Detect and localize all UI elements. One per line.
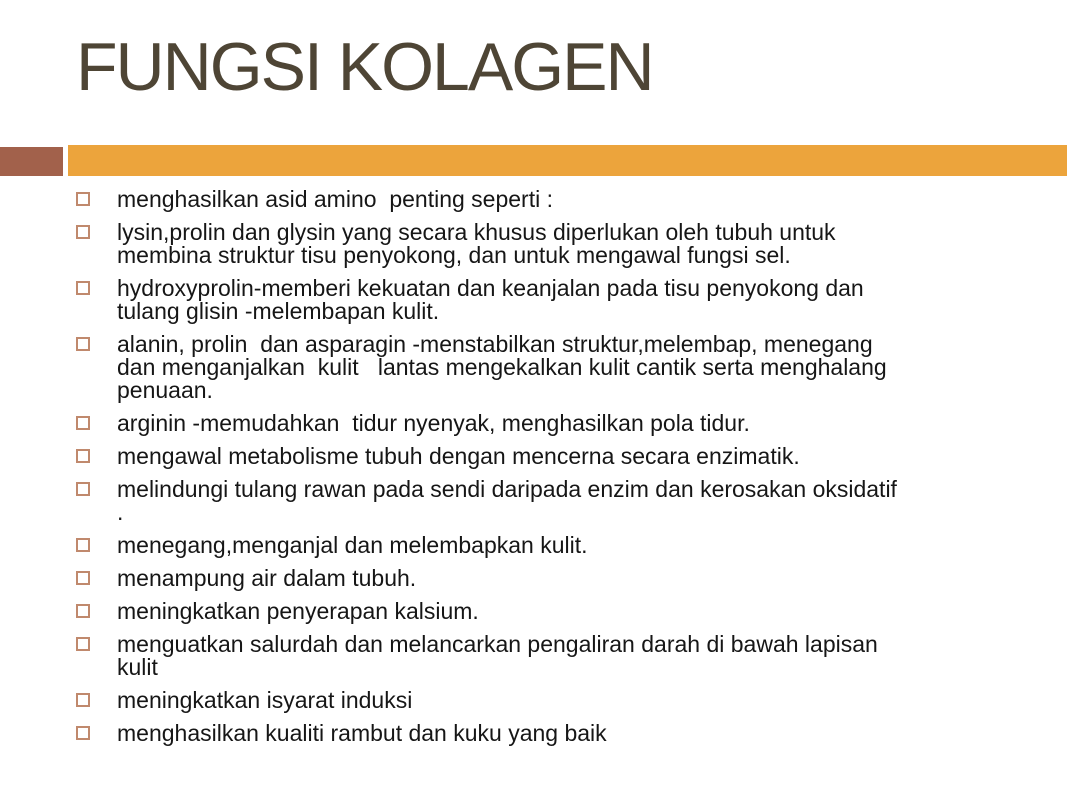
square-bullet-icon <box>76 726 90 740</box>
bullet-list <box>76 188 1026 755</box>
text-line: menghasilkan asid amino penting seperti : <box>117 186 553 212</box>
square-bullet-icon <box>76 538 90 552</box>
text-line: membina struktur tisu penyokong, dan untuk mengawal fungsi sel. <box>117 242 791 268</box>
square-bullet-icon <box>76 604 90 618</box>
text-line: meningkatkan penyerapan kalsium. <box>117 598 479 624</box>
text-line: menampung air dalam tubuh. <box>117 565 417 591</box>
list-item-text <box>117 188 553 211</box>
list-item <box>76 188 1026 211</box>
accent-bar <box>68 145 1067 176</box>
list-item <box>76 277 1026 323</box>
list-item-text <box>117 412 750 435</box>
list-item-text <box>117 478 897 524</box>
list-item-text <box>117 633 878 679</box>
list-item <box>76 534 1026 557</box>
list-item <box>76 689 1026 712</box>
text-line: menguatkan salurdah dan melancarkan pengaliran darah di bawah lapisan <box>117 631 878 657</box>
square-bullet-icon <box>76 192 90 206</box>
text-line: arginin -memudahkan tidur nyenyak, menghasilkan pola tidur. <box>117 410 750 436</box>
text-line: mengawal metabolisme tubuh dengan mencerna secara enzimatik. <box>117 443 800 469</box>
list-item-text <box>117 567 416 590</box>
accent-block <box>0 147 63 176</box>
list-item-text <box>117 277 864 323</box>
text-line: dan menganjalkan kulit lantas mengekalkan kulit cantik serta menghalang <box>117 354 887 380</box>
list-item <box>76 333 1026 402</box>
text-line: meningkatkan isyarat induksi <box>117 687 413 713</box>
list-item <box>76 445 1026 468</box>
list-item <box>76 412 1026 435</box>
list-item-text <box>117 600 479 623</box>
list-item <box>76 633 1026 679</box>
square-bullet-icon <box>76 337 90 351</box>
text-line: hydroxyprolin-memberi kekuatan dan keanjalan pada tisu penyokong dan <box>117 275 864 301</box>
square-bullet-icon <box>76 449 90 463</box>
text-line: penuaan. <box>117 377 213 403</box>
text-line: menghasilkan kualiti rambut dan kuku yang baik <box>117 720 607 746</box>
list-item <box>76 722 1026 745</box>
square-bullet-icon <box>76 281 90 295</box>
list-item <box>76 600 1026 623</box>
text-line: alanin, prolin dan asparagin -menstabilkan struktur,melembap, menegang <box>117 331 873 357</box>
list-item-text <box>117 445 800 468</box>
list-item-text <box>117 689 412 712</box>
square-bullet-icon <box>76 416 90 430</box>
list-item-text <box>117 722 607 745</box>
square-bullet-icon <box>76 571 90 585</box>
list-item <box>76 567 1026 590</box>
square-bullet-icon <box>76 637 90 651</box>
list-item-text <box>117 333 887 402</box>
text-line: tulang glisin -melembapan kulit. <box>117 298 440 324</box>
list-item <box>76 478 1026 524</box>
slide-title: FUNGSI KOLAGEN <box>76 29 653 105</box>
text-line: kulit <box>117 654 158 680</box>
list-item <box>76 221 1026 267</box>
text-line: melindungi tulang rawan pada sendi daripada enzim dan kerosakan oksidatif <box>117 476 897 502</box>
list-item-text <box>117 534 588 557</box>
square-bullet-icon <box>76 225 90 239</box>
list-item-text <box>117 221 836 267</box>
square-bullet-icon <box>76 693 90 707</box>
text-line: menegang,menganjal dan melembapkan kulit. <box>117 532 588 558</box>
text-line: lysin,prolin dan glysin yang secara khusus diperlukan oleh tubuh untuk <box>117 219 836 245</box>
square-bullet-icon <box>76 482 90 496</box>
text-line: . <box>117 499 124 525</box>
